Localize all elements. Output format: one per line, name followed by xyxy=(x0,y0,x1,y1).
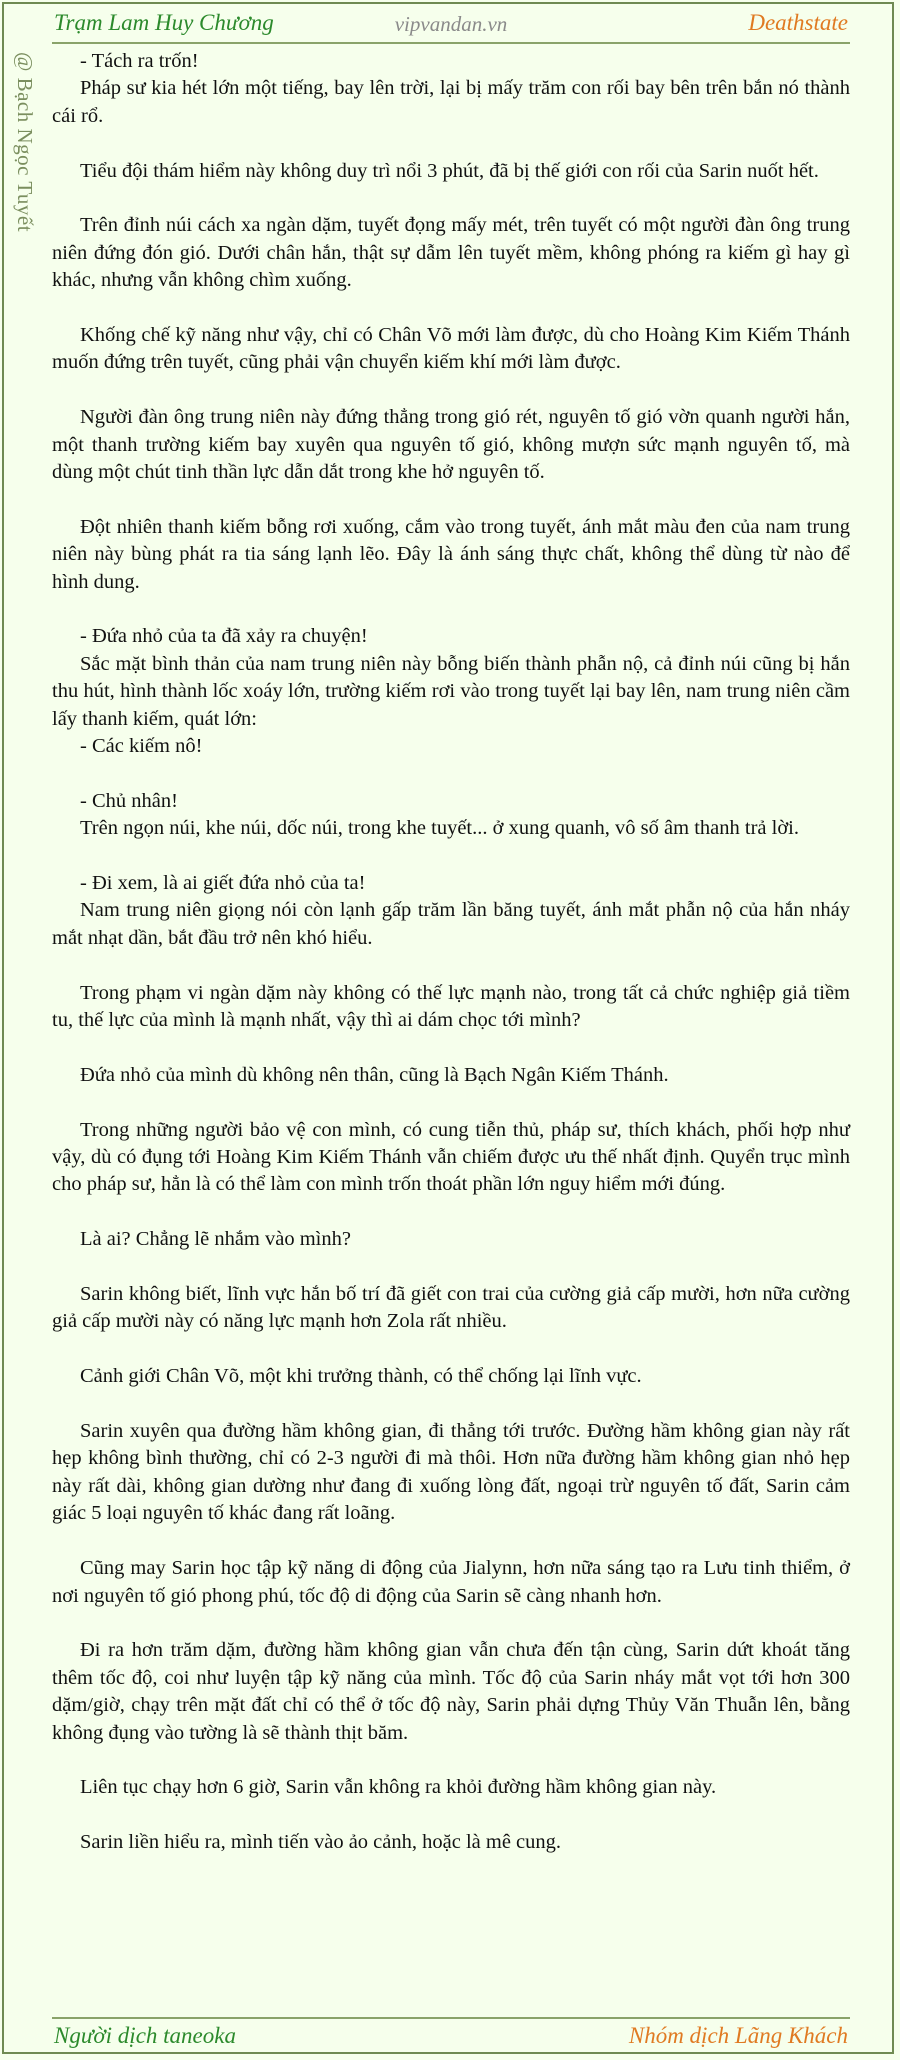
paragraph: Cũng may Sarin học tập kỹ năng di động của Jialynn, hơn nữa sáng tạo ra Lưu tinh thiểm, ở nơi nguyên tố gió phong phú, tốc độ di động của Sarin sẽ càng nhanh hơn. xyxy=(52,1557,850,1607)
paragraph: Trên đỉnh núi cách xa ngàn dặm, tuyết đọng mấy mét, trên tuyết có một người đàn ông trung niên đứng đón gió. Dưới chân hắn, thật sự dẫm lên tuyết mềm, không phóng ra kiếm gì hay gì khác, nhưng vẫn không chìm xuống. xyxy=(52,214,850,292)
paragraph: - Các kiếm nô! xyxy=(80,735,203,758)
page-footer xyxy=(52,2017,850,2053)
paragraph: Trong những người bảo vệ con mình, có cung tiễn thủ, pháp sư, thích khách, phối hợp như vậy, dù có đụng tới Hoàng Kim Kiếm Thánh vẫn chiếm được ưu thế nhất định. Quyển trục mình cho pháp sư, hẳn là có thể làm con mình trốn thoát phần lớn nguy hiểm mới đúng. xyxy=(52,1118,850,1196)
header-forum-name: Trạm Lam Huy Chương xyxy=(54,10,274,35)
paragraph: Trên ngọn núi, khe núi, dốc núi, trong khe tuyết... ở xung quanh, vô số âm thanh trả lời. xyxy=(80,817,799,840)
paragraph: - Đứa nhỏ của ta đã xảy ra chuyện! xyxy=(80,625,368,648)
paragraph: Nam trung niên giọng nói còn lạnh gấp trăm lần băng tuyết, ánh mắt phẫn nộ của hắn nháy mắt nhạt dần, bắt đầu trở nên khó hiểu. xyxy=(52,899,850,949)
chapter-text xyxy=(52,48,850,1857)
side-credit: @ Bạch Ngọc Tuyết xyxy=(13,52,37,233)
paragraph: Liên tục chạy hơn 6 giờ, Sarin vẫn không ra khỏi đường hầm không gian này. xyxy=(80,1776,717,1799)
paragraph: Pháp sư kia hét lớn một tiếng, bay lên trời, lại bị mấy trăm con rối bay bên trên bắn nó thành cái rổ. xyxy=(52,77,850,127)
paragraph: Đột nhiên thanh kiếm bỗng rơi xuống, cắm vào trong tuyết, ánh mắt màu đen của nam trung niên này bùng phát ra tia sáng lạnh lẽo. Đây là ánh sáng thực chất, không thể dùng từ nào để hình dung. xyxy=(52,515,850,593)
header-author: Deathstate xyxy=(748,10,848,35)
paragraph: - Tách ra trốn! xyxy=(80,50,199,72)
footer-translator: Người dịch taneoka xyxy=(54,2023,236,2048)
paragraph: Khống chế kỹ năng như vậy, chỉ có Chân Võ mới làm được, dù cho Hoàng Kim Kiếm Thánh muốn đứng trên tuyết, cũng phải vận chuyển kiếm khí mới làm được. xyxy=(52,324,850,374)
paragraph: Tiểu đội thám hiểm này không duy trì nổi 3 phút, đã bị thế giới con rối của Sarin nuốt hết. xyxy=(80,159,819,182)
paragraph: Đi ra hơn trăm dặm, đường hầm không gian vẫn chưa đến tận cùng, Sarin dứt khoát tăng thêm tốc độ, coi như luyện tập kỹ năng của mình. Tốc độ của Sarin nháy mắt vọt tới hơn 300 dặm/giờ, chạy trên mặt đất chỉ có thể ở tốc độ này, Sarin phải dựng Thủy Văn Thuẫn lên, bằng không đụng vào tường là sẽ thành thịt băm. xyxy=(52,1639,850,1744)
paragraph: Đứa nhỏ của mình dù không nên thân, cũng là Bạch Ngân Kiếm Thánh. xyxy=(80,1063,669,1086)
footer-group: Nhóm dịch Lãng Khách xyxy=(628,2023,848,2048)
paragraph: Sắc mặt bình thản của nam trung niên này bỗng biến thành phẫn nộ, cả đỉnh núi cũng bị hắn thu hút, hình thành lốc xoáy lớn, trường kiếm rơi vào trong tuyết lại bay lên, nam trung niên cầm lấy thanh kiếm, quát lớn: xyxy=(52,652,850,730)
paragraph: Sarin xuyên qua đường hầm không gian, đi thẳng tới trước. Đường hầm không gian này rất hẹp không bình thường, chỉ có 2-3 người đi mà thôi. Hơn nữa đường hầm không gian nhỏ hẹp này rất dài, không gian dường như đang đi xuống lòng đất, ngoại trừ nguyên tố đất, Sarin cảm giác 5 loại nguyên tố khác đang rất loãng. xyxy=(52,1420,850,1525)
paragraph: - Đi xem, là ai giết đứa nhỏ của ta! xyxy=(80,872,366,895)
paragraph: Trong phạm vi ngàn dặm này không có thế lực mạnh nào, trong tất cả chức nghiệp giả tiềm tu, thế lực của mình là mạnh nhất, vậy thì ai dám chọc tới mình? xyxy=(52,981,850,1032)
paragraph: Sarin không biết, lĩnh vực hắn bố trí đã giết con trai của cường giả cấp mười, hơn nữa cường giả cấp mười này có năng lực mạnh hơn Zola rất nhiều. xyxy=(52,1283,850,1333)
paragraph: Cảnh giới Chân Võ, một khi trưởng thành, có thể chống lại lĩnh vực. xyxy=(80,1365,642,1388)
paragraph: Người đàn ông trung niên này đứng thẳng trong gió rét, nguyên tố gió vờn quanh người hắn, một thanh trường kiếm bay xuyên qua nguyên tố gió, không mượn sức mạnh nguyên tố, mà dùng một chút tinh thần lực dẫn dắt trong khe hở nguyên tố. xyxy=(52,406,850,484)
paragraph: - Chủ nhân! xyxy=(80,789,178,812)
paragraph: Là ai? Chẳng lẽ nhắm vào mình? xyxy=(80,1228,351,1251)
paragraph: Sarin liền hiểu ra, mình tiến vào ảo cảnh, hoặc là mê cung. xyxy=(80,1831,562,1854)
header-website: vipvandan.vn xyxy=(394,12,508,36)
page-header xyxy=(52,10,850,44)
